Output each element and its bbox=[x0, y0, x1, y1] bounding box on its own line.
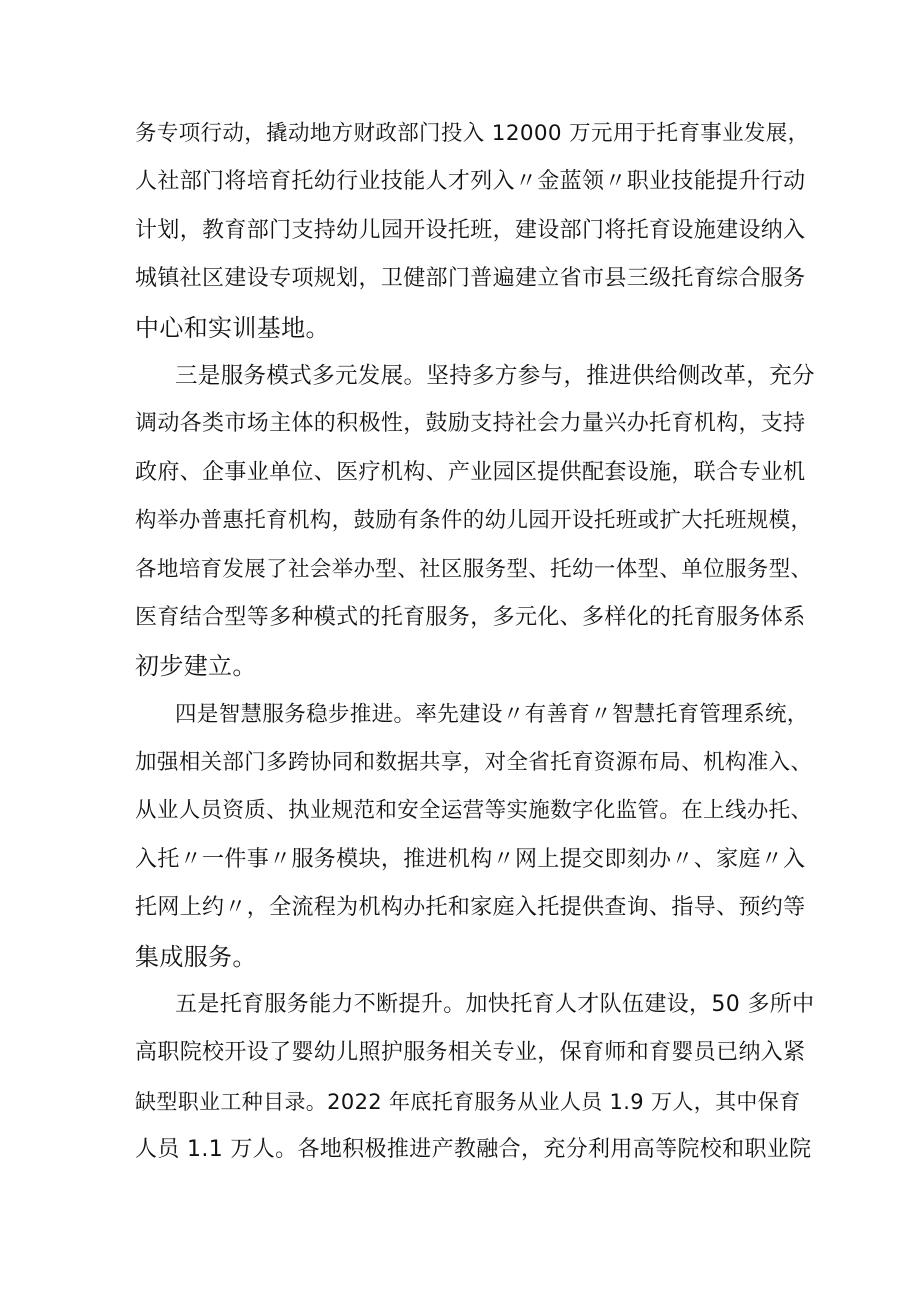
text-line: 加强相关部门多跨协同和数据共享，对全省托育资源布局、机构准入、 bbox=[135, 750, 813, 776]
text-line: 高职院校开设了婴幼儿照护服务相关专业，保育师和育婴员已纳入紧 bbox=[135, 1040, 806, 1066]
text-line: 构举办普惠托育机构，鼓励有条件的幼儿园开设托班或扩大托班规模， bbox=[135, 508, 813, 534]
text-line: 城镇社区建设专项规划，卫健部门普遍建立省市县三级托育综合服务 bbox=[135, 266, 806, 292]
text-line: 人员 1.1 万人。各地积极推进产教融合，充分利用高等院校和职业院 bbox=[135, 1137, 812, 1163]
paragraph-start-line: 三是服务模式多元发展。坚持多方参与，推进供给侧改革，充分 bbox=[175, 362, 815, 389]
text-line: 调动各类市场主体的积极性，鼓励支持社会力量兴办托育机构，支持 bbox=[135, 411, 806, 437]
text-line: 从业人员资质、执业规范和安全运营等实施数字化监管。在上线办托、 bbox=[135, 798, 813, 824]
text-line: 托网上约〃，全流程为机构办托和家庭入托提供查询、指导、预约等 bbox=[135, 895, 806, 921]
body-text bbox=[135, 110, 815, 1175]
paragraph-start-line: 四是智慧服务稳步推进。率先建设〃有善育〃智慧托育管理系统， bbox=[175, 701, 809, 727]
text-line: 政府、企事业单位、医疗机构、产业园区提供配套设施，联合专业机 bbox=[135, 459, 806, 485]
text-line: 各地培育发展了社会举办型、社区服务型、托幼一体型、单位服务型、 bbox=[135, 556, 813, 582]
text-line: 入托〃一件事〃服务模块，推进机构〃网上提交即刻办〃、家庭〃入 bbox=[135, 846, 806, 872]
text-line: 计划，教育部门支持幼儿园开设托班，建设部门将托育设施建设纳入 bbox=[135, 217, 806, 243]
text-line: 缺型职业工种目录。2022 年底托育服务从业人员 1.9 万人，其中保育 bbox=[135, 1089, 801, 1114]
text-line: 集成服务。 bbox=[135, 942, 257, 971]
paragraph-start-line: 五是托育服务能力不断提升。加快托育人才队伍建设，50 多所中 bbox=[175, 992, 815, 1018]
text-line: 初步建立。 bbox=[135, 652, 257, 681]
text-line: 中心和实训基地。 bbox=[135, 313, 330, 342]
text-line: 人社部门将培育托幼行业技能人才列入〃金蓝领〃职业技能提升行动 bbox=[135, 169, 806, 195]
text-line: 医育结合型等多种模式的托育服务，多元化、多样化的托育服务体系 bbox=[135, 604, 806, 630]
text-line: 务专项行动，撬动地方财政部门投入 12000 万元用于托育事业发展， bbox=[135, 121, 810, 146]
